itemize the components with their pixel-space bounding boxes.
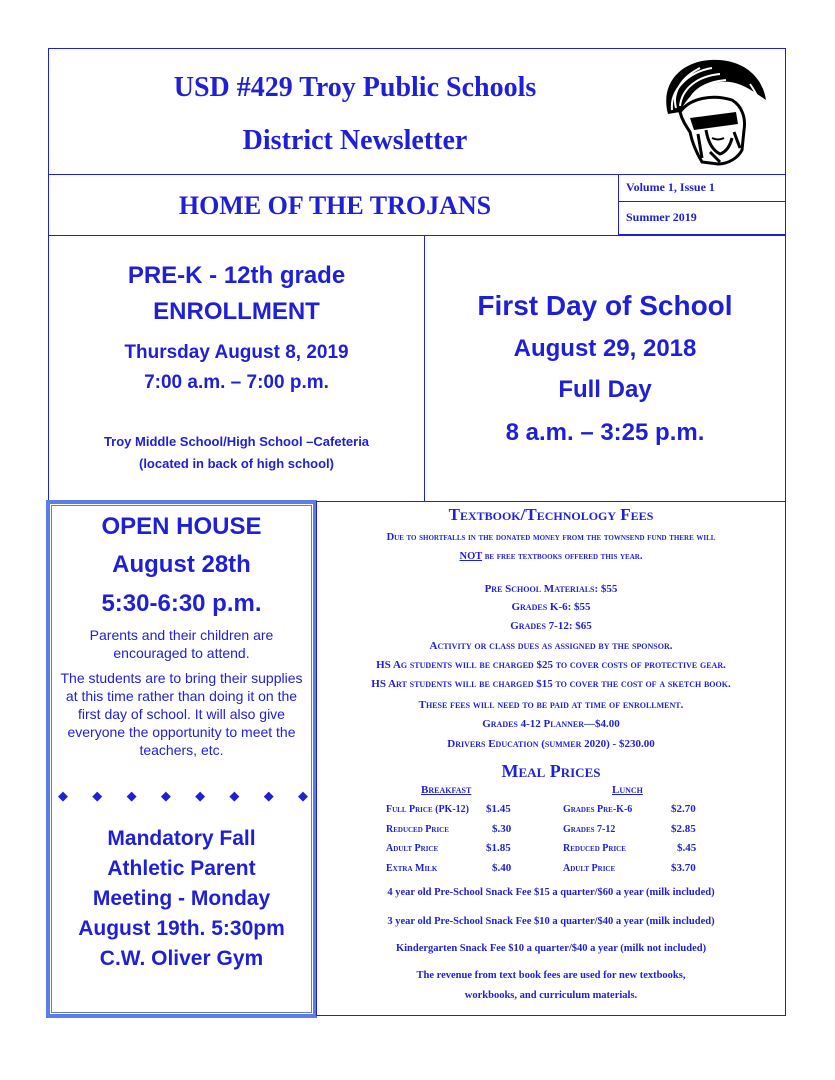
trojan-helmet-icon — [650, 54, 774, 172]
lunch-row-price: $2.70 — [671, 803, 696, 815]
breakfast-row-label: Extra Milk — [386, 863, 438, 874]
diamond-divider — [58, 788, 308, 802]
athletic-meeting-line5: C.W. Oliver Gym — [99, 947, 264, 970]
athletic-meeting-line3: Meeting - Monday — [92, 887, 271, 910]
lunch-row-label: Grades Pre-K-6 — [563, 804, 633, 815]
enrollment-location-note: (located in back of high school) — [138, 456, 334, 471]
season-label: Summer 2019 — [626, 210, 697, 224]
breakfast-row-price: $1.45 — [486, 803, 511, 815]
enrollment-time: 7:00 a.m. – 7:00 p.m. — [144, 372, 329, 393]
fee-item: Grades 7-12: $65 — [510, 620, 592, 632]
breakfast-row-price: $.40 — [492, 862, 512, 874]
snack-fee-4yr: 4 year old Pre-School Snack Fee $15 a quarter/$60 a year (milk included) — [387, 887, 715, 898]
revenue-note: The revenue from text book fees are used for new textbooks, — [416, 970, 686, 981]
breakfast-row-price: $1.85 — [486, 842, 511, 854]
fee-item: Activity or class dues as assigned by the sponsor. — [429, 640, 673, 652]
fees-notice-emphasis: NOT — [459, 551, 483, 562]
open-house-time: 5:30-6:30 p.m. — [101, 590, 262, 617]
diamond-icon: ◆ — [58, 788, 68, 803]
lunch-row-label: Grades 7-12 — [563, 824, 616, 835]
fees-notice: Due to shortfalls in the donated money from the townsend fund there will — [386, 532, 716, 543]
snack-fee-3yr: 3 year old Pre-School Snack Fee $10 a quarter/$40 a year (milk included) — [387, 916, 715, 927]
first-day-title: First Day of School — [477, 290, 733, 321]
breakfast-row-label: Reduced Price — [386, 824, 449, 835]
revenue-note-2: workbooks, and curriculum materials. — [464, 990, 638, 1001]
lunch-row-label: Adult Price — [563, 863, 616, 874]
diamond-icon: ◆ — [160, 788, 171, 803]
breakfast-row-price: $.30 — [492, 823, 512, 835]
meal-prices-title: Meal Prices — [501, 761, 601, 781]
fees-box — [316, 501, 786, 1016]
athletic-meeting-line4: August 19th. 5:30pm — [78, 917, 285, 940]
lunch-header: Lunch — [612, 784, 643, 796]
enrollment-heading: ENROLLMENT — [153, 298, 320, 325]
volume-label: Volume 1, Issue 1 — [626, 180, 715, 194]
lunch-row-price: $3.70 — [671, 862, 696, 874]
lunch-row-price: $2.85 — [671, 823, 696, 835]
athletic-meeting-line2: Athletic Parent — [107, 857, 256, 880]
fees-title: Textbook/Technology Fees — [448, 505, 654, 524]
snack-fee-k: Kindergarten Snack Fee $10 a quarter/$40 a year (milk not included) — [395, 943, 707, 954]
first-day-box — [424, 235, 786, 502]
open-house-date: August 28th — [112, 551, 251, 578]
newsletter-title-line2: District Newsletter — [242, 125, 468, 156]
fee-item: HS Ag students will be charged $25 to cover costs of protective gear. — [376, 659, 726, 671]
fee-item: Pre School Materials: $55 — [484, 583, 618, 595]
athletic-meeting-line1: Mandatory Fall — [107, 827, 256, 850]
breakfast-row-label: Full Price (PK-12) — [386, 804, 469, 815]
fee-item: Grades K-6: $55 — [511, 601, 591, 613]
newsletter-title-line1: USD #429 Troy Public Schools — [173, 72, 537, 103]
open-house-title: OPEN HOUSE — [101, 513, 262, 540]
fee-item: Grades 4-12 Planner—$4.00 — [482, 718, 620, 730]
fee-item: Drivers Education (summer 2020) - $230.00 — [447, 738, 655, 750]
first-day-duration: Full Day — [558, 376, 652, 403]
diamond-icon: ◆ — [229, 788, 240, 803]
diamond-icon: ◆ — [297, 788, 308, 803]
enrollment-location: Troy Middle School/High School –Cafeteria — [103, 434, 370, 449]
diamond-icon: ◆ — [195, 788, 206, 803]
enrollment-grades: PRE-K - 12th grade — [127, 262, 346, 289]
diamond-icon: ◆ — [92, 788, 103, 803]
fees-notice-rest: be free textbooks offered this year. — [482, 551, 643, 562]
motto-text: HOME OF THE TROJANS — [178, 191, 492, 220]
open-house-supplies: The students are to bring their supplies at this time rather than doing it on the first day of school. It will also give everyone the opportunity to meet the teachers, etc. — [60, 670, 303, 758]
breakfast-header: Breakfast — [421, 784, 472, 796]
fee-item: These fees will need to be paid at time of enrollment. — [418, 699, 684, 711]
lunch-row-label: Reduced Price — [563, 843, 626, 854]
enrollment-date: Thursday August 8, 2019 — [124, 342, 349, 363]
fees-notice-2 — [316, 551, 786, 562]
fee-item: HS Art students will be charged $15 to cover the cost of a sketch book. — [371, 678, 731, 690]
diamond-icon: ◆ — [126, 788, 137, 803]
lunch-row-price: $.45 — [677, 842, 697, 854]
first-day-time: 8 a.m. – 3:25 p.m. — [505, 419, 705, 446]
diamond-icon: ◆ — [263, 788, 274, 803]
first-day-date: August 29, 2018 — [513, 335, 697, 362]
breakfast-row-label: Adult Price — [386, 843, 439, 854]
open-house-note: Parents and their children are encouraged to attend. — [89, 627, 274, 661]
